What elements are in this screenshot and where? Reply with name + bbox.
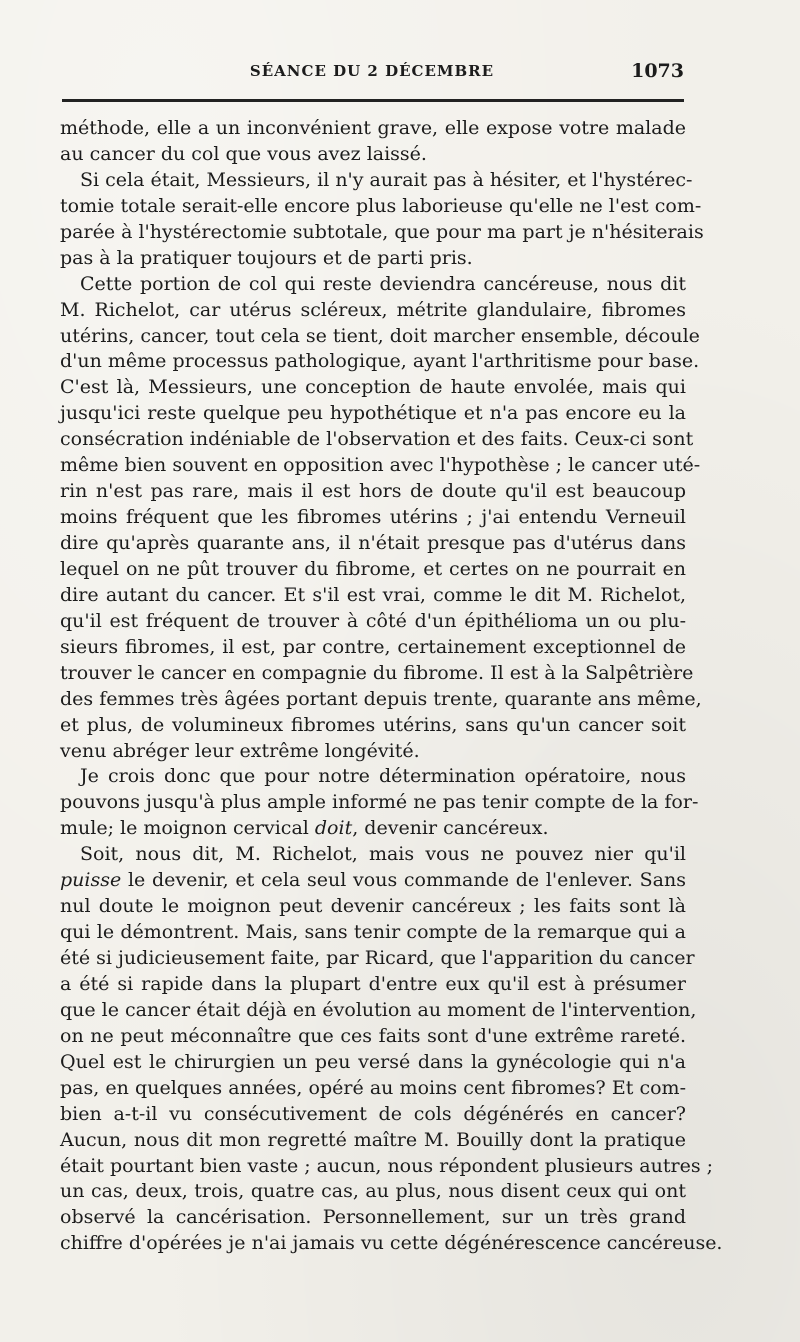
text-line: était pourtant bien vaste ; aucun, nous répondent plusieurs autres ; [60,1154,714,1177]
text-line: on ne peut méconnaître que ces faits sont d'une extrême rareté. [60,1024,686,1047]
header-rule [62,99,684,102]
text-line: rin n'est pas rare, mais il est hors de doute qu'il est beaucoup [60,480,686,503]
text-line: C'est là, Messieurs, une conception de haute envolée, mais qui [60,376,686,399]
text-line: et plus, de volumineux fibromes utérins, sans qu'un cancer soit [60,713,686,736]
text-line: pas à la pratiquer toujours et de parti pris. [60,246,473,269]
text-line: Soit, nous dit, M. Richelot, mais vous ne pouvez nier qu'il [80,843,686,866]
text-line-mixed [60,816,686,842]
text-line: d'un même processus pathologique, ayant l'arthritisme pour base. [60,350,700,373]
text-line: chiffre d'opérées je n'ai jamais vu cette dégénérescence cancéreuse. [60,1232,723,1255]
text-line: Je crois donc que pour notre détermination opératoire, nous [80,765,686,788]
text-line: des femmes très âgées portant depuis trente, quarante ans même, [60,687,702,710]
page-number: 1073 [631,60,684,82]
italic-word: puisse [60,869,122,892]
text-line: utérins, cancer, tout cela se tient, doit marcher ensemble, découle [60,324,700,347]
text-line: observé la cancérisation. Personnellement, sur un très grand [60,1206,686,1229]
body-text [60,116,723,1257]
text-line: même bien souvent en opposition avec l'hypothèse ; le cancer uté- [60,454,701,477]
text-line: consécration indéniable de l'observation et des faits. Ceux-ci sont [60,428,694,451]
text-line: pouvons jusqu'à plus ample informé ne pas tenir compte de la for- [60,791,699,814]
text-line: dire autant du cancer. Et s'il est vrai, comme le dit M. Richelot, [60,583,686,606]
text-line: a été si rapide dans la plupart d'entre eux qu'il est à présumer [60,972,686,995]
text-line: méthode, elle a un inconvénient grave, elle expose votre malade [60,117,686,139]
text-line: nul doute le moignon peut devenir cancéreux ; les faits sont là [60,895,686,918]
text-line: lequel on ne pût trouver du fibrome, et certes on ne pourrait en [60,557,686,580]
text-line: bien a-t-il vu consécutivement de cols dégénérés en cancer? [60,1102,686,1125]
text-run: mule; le moignon cervical [60,817,315,840]
text-line: sieurs fibromes, il est, par contre, certainement exceptionnel de [60,635,686,658]
running-head [60,62,684,86]
text-line: été si judicieusement faite, par Ricard, que l'apparition du cancer [60,947,695,969]
text-line: moins fréquent que les fibromes utérins ; j'ai entendu Verneuil [60,506,686,529]
text-line: Aucun, nous dit mon regretté maître M. Bouilly dont la pratique [60,1128,686,1151]
text-line: Quel est le chirurgien un peu versé dans la gynécologie qui n'a [60,1050,686,1073]
text-line: jusqu'ici reste quelque peu hypothétique et n'a pas encore eu la [60,402,686,425]
italic-word: doit [314,817,353,840]
text-line: qu'il est fréquent de trouver à côté d'un épithélioma un ou plu- [60,609,686,632]
text-line: tomie totale serait-elle encore plus laborieuse qu'elle ne l'est com- [60,194,702,217]
text-line: que le cancer était déjà en évolution au moment de l'intervention, [60,998,697,1021]
text-line: parée à l'hystérectomie subtotale, que pour ma part je n'hésiterais [60,220,704,243]
text-line: qui le démontrent. Mais, sans tenir compte de la remarque qui a [60,921,686,944]
text-line: M. Richelot, car utérus scléreux, métrite glandulaire, fibromes [60,298,686,321]
text-line-mixed [60,868,686,894]
running-title: SÉANCE DU 2 DÉCEMBRE [249,62,495,80]
text-line: pas, en quelques années, opéré au moins cent fibromes? Et com- [60,1076,686,1099]
text-line: trouver le cancer en compagnie du fibrome. Il est à la Salpêtrière [60,661,694,684]
text-line: Cette portion de col qui reste deviendra cancéreuse, nous dit [80,272,686,295]
text-run: le devenir, et cela seul vous commande de l'enlever. Sans [121,869,686,892]
text-line: venu abréger leur extrême longévité. [60,739,420,762]
text-line: dire qu'après quarante ans, il n'était presque pas d'utérus dans [60,532,686,554]
text-line: au cancer du col que vous avez laissé. [60,142,427,165]
text-line: Si cela était, Messieurs, il n'y aurait pas à hésiter, et l'hystérec- [80,168,693,191]
text-line: un cas, deux, trois, quatre cas, au plus, nous disent ceux qui ont [60,1180,686,1203]
text-run: , devenir cancéreux. [352,817,549,840]
